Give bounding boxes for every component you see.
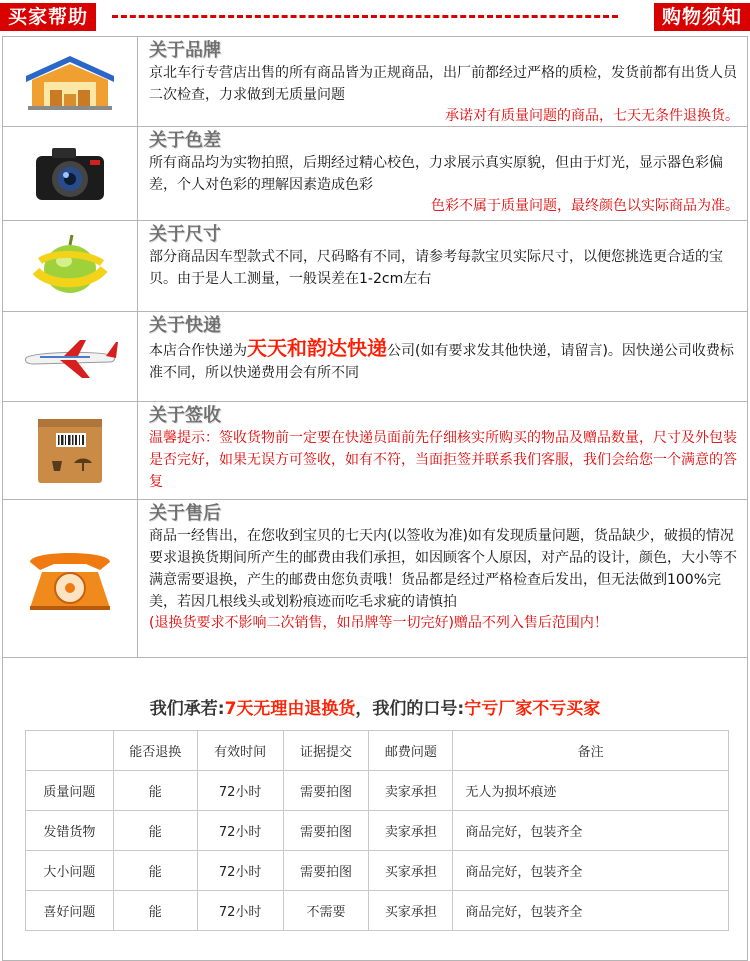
- tape-measure-icon: [30, 231, 110, 301]
- section-shipping: [3, 312, 747, 402]
- table-row: [26, 851, 729, 891]
- telephone-icon: [24, 542, 116, 616]
- section-body: 商品一经售出，在您收到宝贝的七天内(以签收为准)如有发现质量问题，货品缺少，破损的情况要求退换货期间所产生的邮费由我们承担，如因顾客个人原因，对产品的设计，颜色，大小等不满意需要退换，产生的邮费由您负责哦！货品都是经过严格检查后发出，但无法做到100%完美，若因几根线头或划粉痕迹而吃毛求疵的请慎拍: [149, 528, 737, 610]
- table-cell: 能: [113, 811, 197, 851]
- return-policy-panel: [2, 657, 748, 961]
- table-header-cell: 能否退换: [113, 731, 197, 771]
- help-sections: [2, 36, 748, 657]
- slogan: [3, 694, 747, 719]
- slogan-promise: 7天无理由退换货: [224, 699, 356, 719]
- page-header: [0, 0, 750, 34]
- section-title: 关于售后: [149, 503, 221, 524]
- table-cell: 72小时: [197, 891, 283, 931]
- section-after-sales: [3, 500, 747, 658]
- header-title-left: 买家帮助: [0, 3, 96, 31]
- section-title: 关于品牌: [149, 40, 221, 61]
- table-cell: 无人为损坏痕迹: [453, 771, 729, 811]
- table-cell: 能: [113, 891, 197, 931]
- table-cell: 质量问题: [26, 771, 114, 811]
- section-title: 关于快递: [149, 315, 221, 336]
- slogan-motto: 宁亏厂家不亏买家: [464, 699, 601, 719]
- table-cell: 发错货物: [26, 811, 114, 851]
- table-cell: 买家承担: [369, 851, 453, 891]
- table-row: [26, 891, 729, 931]
- table-cell: 商品完好，包装齐全: [453, 891, 729, 931]
- slogan-middle: ，我们的口号:: [355, 699, 465, 719]
- section-body: [149, 337, 743, 384]
- camera-icon: [30, 142, 110, 206]
- table-header-cell: 备注: [453, 731, 729, 771]
- warehouse-icon: [22, 50, 118, 114]
- section-body-rest: 公司(如有要求发其他快递，请留言)。因快递公司收费标准不同，所以快递费用会有所不同: [149, 343, 734, 381]
- table-cell: 需要拍图: [283, 771, 369, 811]
- table-cell: 商品完好，包装齐全: [453, 851, 729, 891]
- table-cell: 能: [113, 771, 197, 811]
- section-color: [3, 127, 747, 221]
- section-title: 关于签收: [149, 405, 221, 426]
- section-note: 色彩不属于质量问题，最终颜色以实际商品为准。: [431, 198, 739, 214]
- table-cell: 喜好问题: [26, 891, 114, 931]
- header-title-right: 购物须知: [654, 3, 750, 31]
- table-cell: 卖家承担: [369, 811, 453, 851]
- section-size: [3, 221, 747, 312]
- table-cell: 卖家承担: [369, 771, 453, 811]
- table-header-row: [26, 731, 729, 771]
- header-dashed-divider: [112, 15, 618, 18]
- table-cell: 大小问题: [26, 851, 114, 891]
- table-cell: 72小时: [197, 851, 283, 891]
- courier-highlight: 天天和韵达快递: [247, 336, 387, 360]
- table-cell: 72小时: [197, 771, 283, 811]
- table-cell: 不需要: [283, 891, 369, 931]
- slogan-prefix: 我们承若:: [149, 699, 225, 719]
- table-cell: 商品完好，包装齐全: [453, 811, 729, 851]
- table-header-cell: 邮费问题: [369, 731, 453, 771]
- section-signing: [3, 402, 747, 500]
- table-row: [26, 771, 729, 811]
- package-box-icon: [34, 415, 106, 487]
- table-cell: 72小时: [197, 811, 283, 851]
- table-header-cell: [26, 731, 114, 771]
- section-body: 所有商品均为实物拍照，后期经过精心校色，力求展示真实原貌，但由于灯光，显示器色彩偏差，个人对色彩的理解因素造成色彩: [149, 155, 723, 193]
- section-note: 承诺对有质量问题的商品，七天无条件退换货。: [445, 108, 739, 124]
- section-title: 关于尺寸: [149, 224, 221, 245]
- table-cell: 需要拍图: [283, 811, 369, 851]
- table-row: [26, 811, 729, 851]
- airplane-icon: [20, 332, 120, 382]
- table-cell: 买家承担: [369, 891, 453, 931]
- section-title: 关于色差: [149, 130, 221, 151]
- return-policy-table: [25, 730, 729, 931]
- section-note: (退换货要求不影响二次销售，如吊牌等一切完好)赠品不列入售后范围内！: [149, 615, 608, 631]
- table-cell: 需要拍图: [283, 851, 369, 891]
- table-cell: 能: [113, 851, 197, 891]
- section-brand: [3, 37, 747, 127]
- table-header-cell: 证据提交: [283, 731, 369, 771]
- section-body-lead: 本店合作快递为: [149, 343, 247, 359]
- section-body: 温馨提示：签收货物前一定要在快递员面前先仔细核实所购买的物品及赠品数量，尺寸及外包装是否完好，如果无误方可签收，如有不符，当面拒签并联系我们客服，我们会给您一个满意的答复: [149, 430, 737, 490]
- section-body: 部分商品因车型款式不同，尺码略有不同，请参考每款宝贝实际尺寸，以便您挑选更合适的宝贝。由于是人工测量，一般误差在1-2cm左右: [149, 249, 723, 287]
- table-header-cell: 有效时间: [197, 731, 283, 771]
- section-body: 京北车行专营店出售的所有商品皆为正规商品，出厂前都经过严格的质检，发货前都有出货人员二次检查，力求做到无质量问题: [149, 65, 737, 103]
